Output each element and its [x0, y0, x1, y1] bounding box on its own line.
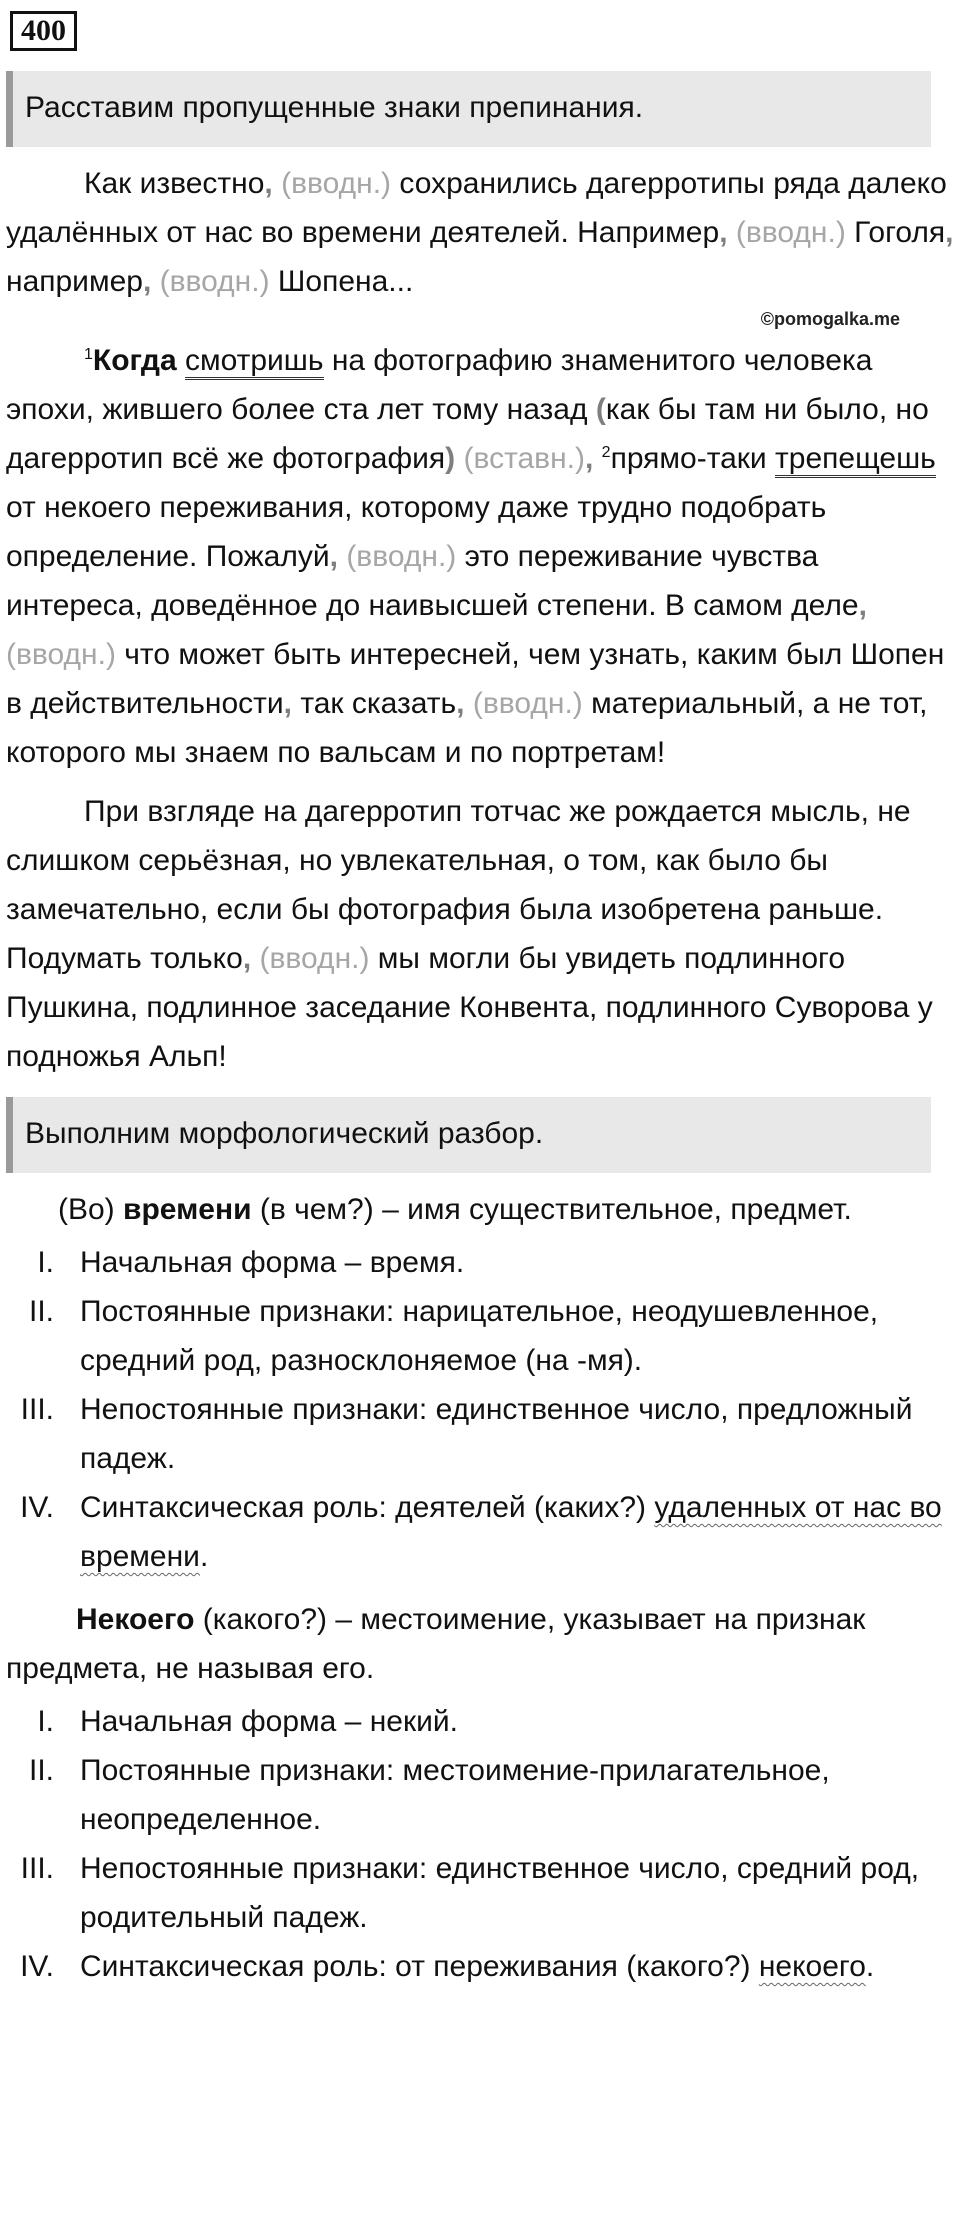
list-item: II. Постоянные признаки: местоимение-прилагательное, неопределенное.	[28, 1754, 830, 1836]
exercise-number: 400	[10, 11, 77, 51]
morph2-header: Некоего (какого?) – местоимение, указывает на признак предмета, не называя его.	[6, 1603, 866, 1685]
list-item: III. Непостоянные признаки: единственное число, предложный падеж.	[20, 1393, 913, 1475]
list-item: III. Непостоянные признаки: единственное число, средний род, родительный падеж.	[20, 1852, 920, 1934]
section-title-morphology: Выполним морфологический разбор.	[6, 1097, 931, 1173]
third-paragraph: При взгляде на дагерротип тотчас же рождается мысль, не слишком серьёзная, но увлекательная, о том, как было бы замечательно, если бы фотография была изобретена раньше. Подумать только, (вводн.) мы могли бы увидеть подлинного Пушкина, подлинное заседание Конвента, подлинного Суворова у подножья Альп!	[6, 795, 933, 1073]
list-item: IV. Синтаксическая роль: от переживания (какого?) некоего.	[20, 1950, 875, 1983]
morph1-list	[6, 1238, 956, 1581]
list-item: I. Начальная форма – время.	[37, 1246, 465, 1279]
section-title-punctuation: Расставим пропущенные знаки препинания.	[6, 71, 931, 147]
watermark: ©pomogalka.me	[760, 309, 900, 329]
list-item: IV. Синтаксическая роль: деятелей (каких?) удаленных от нас во времени.	[20, 1491, 942, 1573]
page	[6, 6, 956, 2005]
morph2-list	[6, 1697, 956, 1991]
list-item: II. Постоянные признаки: нарицательное, неодушевленное, средний род, разносклоняемое (на -мя).	[28, 1295, 879, 1377]
main-paragraph: $^1$Когда смотришь на фотографию знаменитого человека эпохи, жившего более ста лет тому назад (как бы там ни было, но дагерротип всё же фотография) (вставн.), $^2$прямо-таки трепещешь от некоего переживания, которому даже трудно подобрать определение. Пожалуй, (вводн.) это переживание чувства интереса, доведённое до наивысшей степени. В самом деле, (вводн.) что может быть интересней, чем узнать, каким был Шопен в действительности, так сказать, (вводн.) материальный, а не тот, которого мы знаем по вальсам и по портретам!	[6, 344, 945, 769]
morph1-header: (Во) времени (в чем?) – имя существительное, предмет.	[58, 1193, 852, 1226]
intro-paragraph: Как известно, (вводн.) сохранились дагерротипы ряда далеко удалённых от нас во времени деятелей. Например, (вводн.) Гоголя, например, (вводн.) Шопена...	[6, 167, 954, 298]
list-item: I. Начальная форма – некий.	[37, 1705, 458, 1738]
